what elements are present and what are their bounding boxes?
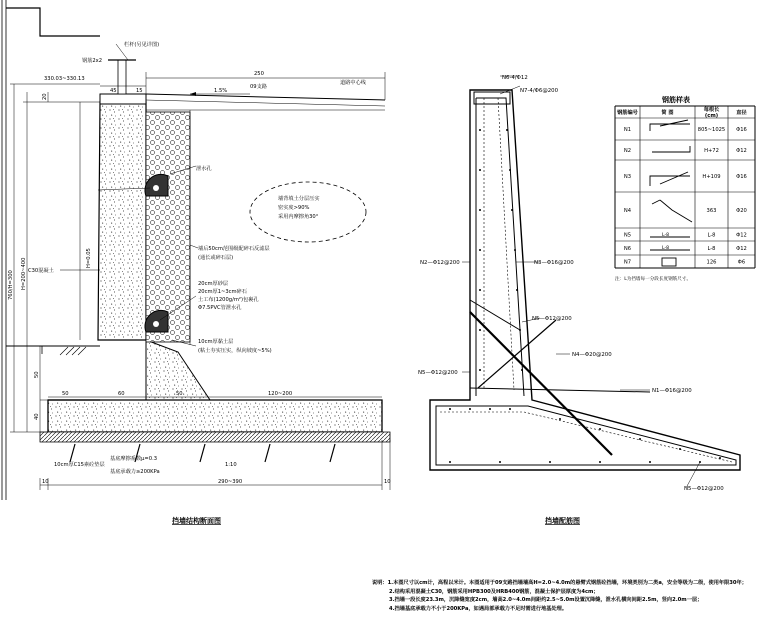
backfill-note-2: 密实度>90% (278, 205, 310, 211)
table-header-sketch: 简 图 (661, 110, 674, 116)
table-cell-dia: Φ12 (736, 148, 747, 154)
label-n5a: N5—Φ12@200 (532, 316, 572, 322)
gravel-label: 墙后50cm范围级配碎石反滤层 (198, 246, 270, 252)
table-cell-length: 805~1025 (697, 127, 726, 133)
label-n5b: N5—Φ12@200 (418, 370, 458, 376)
gravel-sub-label: (通长或碎石层) (198, 255, 234, 261)
dim-60: 60 (118, 391, 125, 397)
dim-wall-height: H=0.05 (86, 248, 92, 268)
dim-20: 20 (42, 93, 48, 100)
backfill-note-1: 墙背填土分层压实 (278, 196, 320, 202)
rebar-table (615, 95, 755, 282)
section-drawing (2, 0, 390, 500)
geotextile-label: 土工布(1200g/m²)包裹孔 (198, 297, 259, 303)
road-centerline-label: 道路中心线 (340, 80, 366, 86)
rebar-labels (418, 75, 724, 492)
label-n1: N1—Φ16@200 (652, 388, 692, 394)
rebar-table-footnote: 注：L为挡墙每一分段长度钢筋尺寸。 (615, 277, 692, 282)
rebar-drawing (430, 76, 740, 488)
rebar-dots (449, 129, 721, 463)
note-1: 说明：1.本图尺寸以cm计，高程以米计。本图适用于09支路挡墙墙高H=2.0~4.0m的悬臂式钢筋砼挡墙，环境类别为二类a，安全等级为二级，使用年限30年； (372, 580, 747, 586)
label-n3: N3—Φ16@200 (534, 260, 574, 266)
label-n7: N7-4/Φ6@200 (520, 88, 559, 94)
railing-post-label: 钢筋2x2 (82, 58, 103, 64)
table-cell-length: H+109 (702, 174, 721, 180)
rebar-table-title: 钢筋样表 (662, 96, 690, 104)
label-n4: N4—Φ20@200 (572, 352, 612, 358)
table-header-dia: 直径 (736, 110, 747, 116)
base-ratio: 1:10 (225, 462, 237, 468)
table-cell-length: 126 (706, 259, 717, 266)
table-cell-dia: Φ16 (736, 174, 747, 180)
sketch-n5-label: L-8 (662, 233, 670, 238)
cushion-layer (40, 432, 390, 442)
drain-label: 泄水孔 (196, 166, 212, 172)
design-notes (372, 579, 758, 613)
table-cell-id: N1 (623, 127, 632, 133)
elevation-label: 330.03~330.13 (44, 76, 85, 82)
table-cell-length: 363 (706, 208, 717, 214)
concrete-label: C30混凝土 (28, 268, 54, 274)
table-cell-id: N2 (623, 148, 632, 154)
table-cell-length: L-8 (707, 232, 716, 239)
table-cell-id: N7 (623, 259, 632, 266)
dim-250-top: 250 (254, 71, 264, 77)
table-cell-length: L-8 (707, 246, 716, 252)
table-header-length: 每根长 (703, 107, 720, 113)
dim-bottom: 290~390 (218, 479, 243, 485)
sand-label-1: 20cm厚砂层 (198, 281, 229, 287)
dim-15: 15 (136, 88, 143, 94)
table-sketches (650, 120, 692, 266)
table-cell-id: N3 (623, 174, 632, 180)
table-cell-id: N6 (623, 246, 632, 252)
bearing-capacity: 基底承载力≥200KPa (110, 469, 160, 475)
friction-coef: 基底摩擦系数μ=0.3 (110, 456, 158, 462)
wall-stem (98, 102, 146, 340)
railing-label: 栏杆(另见详图) (124, 42, 160, 48)
table-cell-dia: Φ12 (736, 246, 747, 252)
clay-label: 10cm厚黏土层 (198, 339, 234, 345)
note-2: 2.结构采用混凝土C30，钢筋采用HPB300及HRB400钢筋，混凝土保护层厚度为4cm； (389, 588, 599, 595)
sketch-n6-label: L-8 (662, 246, 670, 251)
dim-10a: 10 (42, 479, 49, 485)
label-n5c: N5—Φ12@200 (684, 486, 724, 492)
road-name-label: 09支路 (250, 84, 267, 90)
table-header-id: 钢筋编号 (617, 110, 638, 116)
table-cell-id: N4 (623, 208, 632, 214)
dim-10b: 10 (384, 479, 391, 485)
clay-sub-label: (粘土夯实压实，纵向坡度~5%) (198, 348, 272, 354)
dim-50-left: 50 (34, 371, 40, 378)
sand-label-2: 20cm厚1~3cm碎石 (198, 289, 247, 295)
dim-40: 40 (34, 413, 40, 420)
table-cell-dia: Φ12 (736, 232, 747, 239)
base-slab (48, 400, 382, 432)
note-4: 4.挡墙基底承载力不小于200KPa，如遇局部承载力不足时需进行地基处理。 (389, 605, 568, 612)
right-drawing-title: 挡墙配筋图 (545, 517, 580, 525)
dim-50b: 50 (176, 391, 183, 397)
dim-left-total: H=200~400 (21, 257, 27, 290)
dim-50a: 50 (62, 391, 69, 397)
label-n2: N2—Φ12@200 (420, 260, 460, 266)
slope-label: 1.5% (214, 88, 228, 94)
table-cell-dia: Φ6 (737, 259, 746, 266)
table-cell-id: N5 (623, 232, 632, 239)
dim-120: 120~200 (268, 391, 293, 397)
gravel-filter-layer (146, 112, 190, 342)
note-3: 3.挡墙一段长度23.3m，沉降缝宽度2cm，墙高2.0~4.0m间距约2.5~5.0m设置沉降缝，泄水孔横向间距2.5m，竖向2.0m一层； (389, 597, 703, 604)
dim-45: 45 (110, 88, 117, 94)
label-n6: N6-4/Φ12 (502, 75, 528, 81)
table-cell-dia: Φ16 (736, 127, 747, 133)
pvc-label: Φ7.5PVC管泄水孔 (198, 305, 242, 311)
table-cell-dia: Φ20 (736, 208, 747, 214)
cushion-label: 10cm厚C15素砼垫层 (54, 462, 105, 468)
dim-left-outer: 760/H=300 (8, 270, 14, 300)
table-header-length-unit: (cm) (704, 113, 719, 119)
table-cell-length: H+72 (704, 148, 719, 154)
backfill-note-3: 采用内摩擦角30° (278, 214, 319, 220)
left-drawing-title: 挡墙结构断面图 (172, 517, 221, 525)
